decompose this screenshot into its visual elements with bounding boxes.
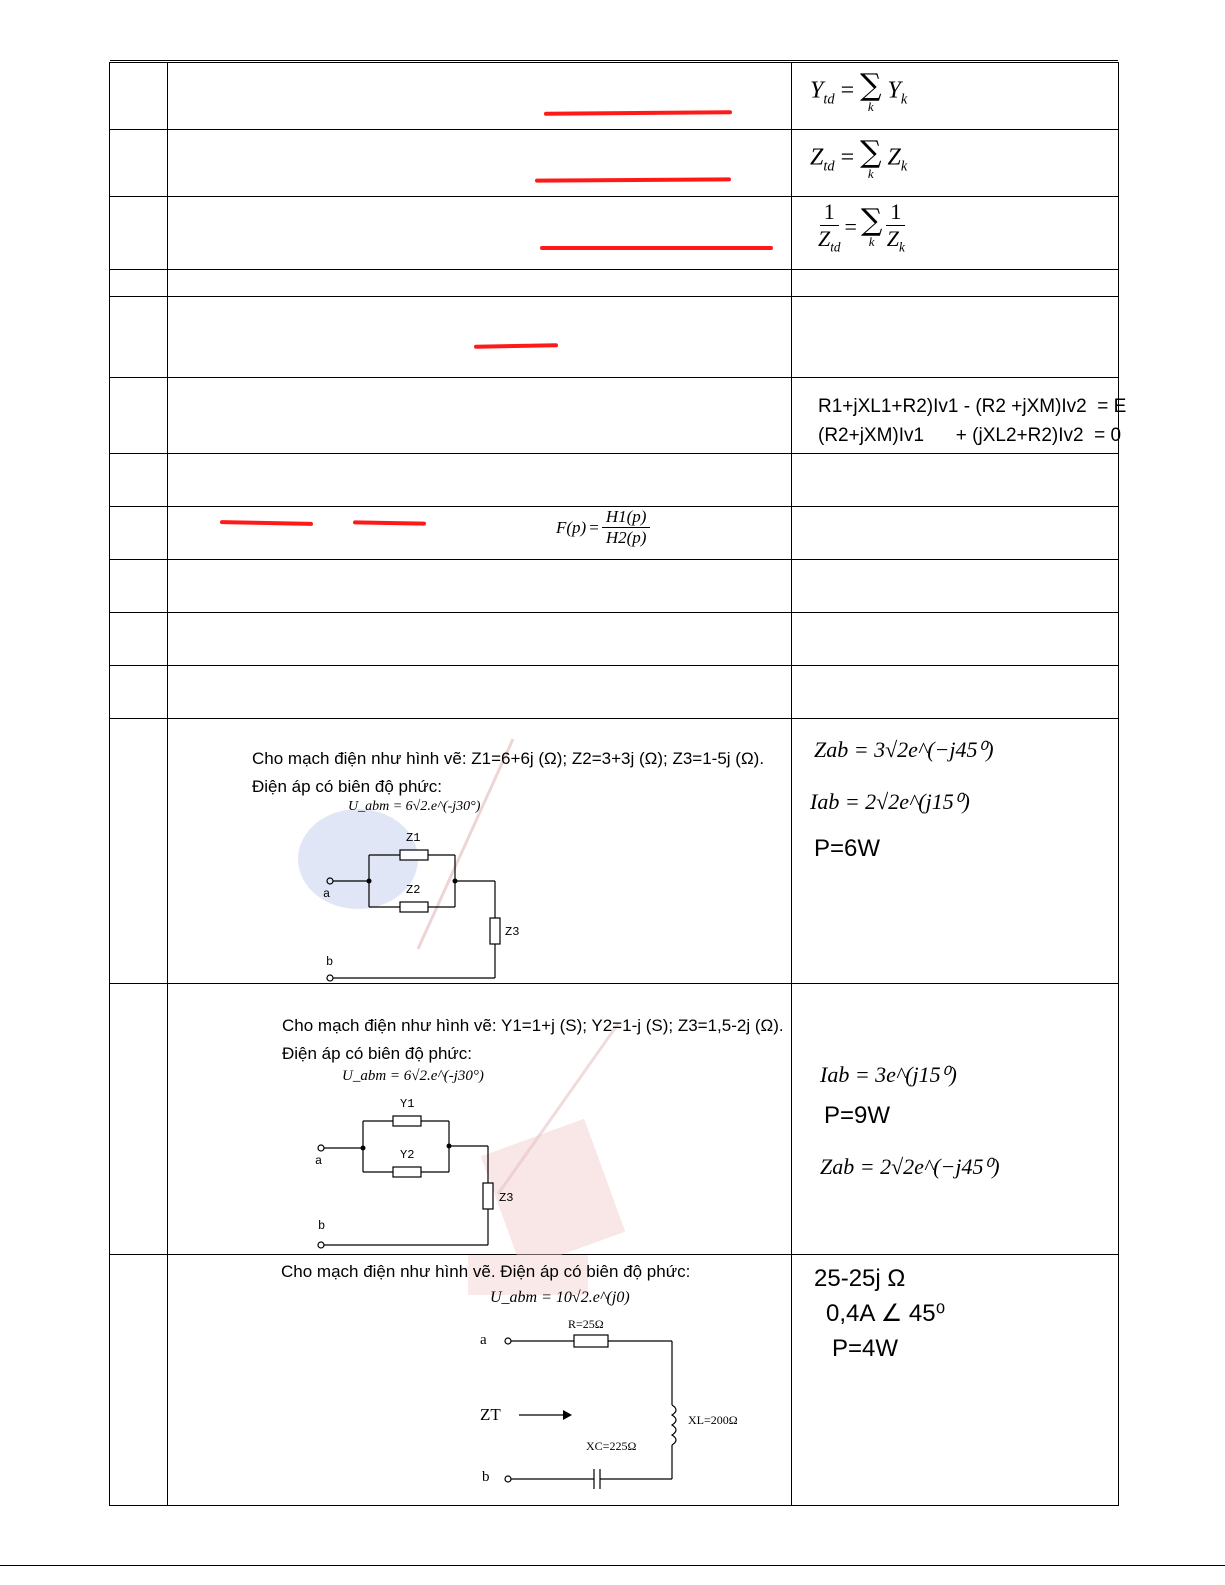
problem-1-circuit xyxy=(168,719,791,984)
table-row xyxy=(110,613,1119,666)
answer-cell xyxy=(792,130,1119,197)
question-cell xyxy=(168,454,792,507)
terminal-b-label: b xyxy=(326,955,334,969)
question-cell xyxy=(168,130,792,197)
answer-cell xyxy=(792,613,1119,666)
problem-2-zab-answer: Zab = 2√2e^(−j45⁰) xyxy=(820,1154,1000,1179)
z2-label: Z2 xyxy=(406,883,421,897)
answer-cell xyxy=(792,270,1119,297)
answer-cell xyxy=(792,666,1119,719)
terminal-b-label: b xyxy=(482,1469,490,1485)
table-row xyxy=(110,270,1119,297)
table-row xyxy=(110,666,1119,719)
problem-2-voltage-label: Điện áp có biên độ phức: xyxy=(282,1044,473,1063)
z3-label: Z3 xyxy=(499,1191,514,1205)
mesh-equation-line-1: R1+jXL1+R2)Iv1 - (R2 +jXM)Iv2 = E xyxy=(818,396,1127,417)
index-cell xyxy=(110,1255,168,1506)
table-row xyxy=(110,1255,1119,1506)
admittance-sum-formula: $Y_{td}$ = ∑ k $Y_k$ xyxy=(810,68,908,114)
table-row xyxy=(110,130,1119,197)
table-row xyxy=(110,560,1119,613)
question-cell xyxy=(168,507,792,560)
problem-3-circuit xyxy=(168,1255,791,1506)
problem-1-statement: Cho mạch điện như hình vẽ: Z1=6+6j (Ω); Z2=3+3j (Ω); Z3=1-5j (Ω). xyxy=(252,749,765,768)
index-cell xyxy=(110,454,168,507)
index-cell xyxy=(110,666,168,719)
problem-1-zab-answer: Zab = 3√2e^(−j45⁰) xyxy=(814,737,994,762)
question-cell xyxy=(168,613,792,666)
problem-2-iab-answer: Iab = 3e^(j15⁰) xyxy=(820,1062,957,1087)
bottom-rule xyxy=(0,1565,1225,1566)
question-cell xyxy=(168,560,792,613)
answer-cell xyxy=(792,297,1119,378)
answer-cell xyxy=(792,197,1119,270)
problem-3-statement: Cho mạch điện như hình vẽ. Điện áp có biên độ phức: xyxy=(281,1262,691,1281)
top-rule xyxy=(110,60,1118,61)
capacitor-label: XC=225Ω xyxy=(586,1439,637,1453)
impedance-sum-formula: $Z_{td}$ = ∑ k $Z_k$ xyxy=(810,135,908,181)
table-row xyxy=(110,507,1119,560)
question-cell xyxy=(168,197,792,270)
index-cell xyxy=(110,560,168,613)
y2-label: Y2 xyxy=(400,1148,415,1162)
table-row xyxy=(110,297,1119,378)
terminal-a-label: a xyxy=(323,887,331,901)
table-row xyxy=(110,63,1119,130)
index-cell xyxy=(110,719,168,984)
red-highlight-mark xyxy=(544,110,732,116)
problem-1-voltage-formula: U_abm = 6√2.e^(-j30°) xyxy=(348,799,481,814)
index-cell xyxy=(110,507,168,560)
question-cell xyxy=(168,666,792,719)
answer-cell xyxy=(792,378,1127,454)
answer-table xyxy=(109,62,1127,1506)
terminal-a-label: a xyxy=(480,1332,487,1348)
problem-2-cell xyxy=(168,984,792,1255)
answer-cell xyxy=(792,63,1119,130)
terminal-b-label: b xyxy=(318,1219,326,1233)
answer-cell xyxy=(792,507,1119,560)
question-cell xyxy=(168,270,792,297)
index-cell xyxy=(110,613,168,666)
problem-1-power-answer: P=6W xyxy=(814,835,881,862)
index-cell xyxy=(110,130,168,197)
question-cell xyxy=(168,63,792,130)
problem-2-voltage-formula: U_abm = 6√2.e^(-j30°) xyxy=(342,1068,484,1084)
transfer-function-formula: F(p) = $\frac{H1(p)}{H2(p)}$ xyxy=(556,507,650,548)
index-cell xyxy=(110,984,168,1255)
zt-label: ZT xyxy=(480,1405,501,1424)
problem-3-current-answer: 0,4A ∠ 45⁰ xyxy=(826,1300,946,1327)
inductor-label: XL=200Ω xyxy=(688,1413,738,1427)
answer-cell xyxy=(792,1255,1119,1506)
red-highlight-mark xyxy=(220,520,313,526)
problem-3-cell xyxy=(168,1255,792,1506)
problem-3-voltage-formula: U_abm = 10√2.e^(j0) xyxy=(490,1289,630,1306)
problem-2-power-answer: P=9W xyxy=(824,1102,891,1129)
table-row xyxy=(110,197,1119,270)
red-highlight-mark xyxy=(540,246,773,250)
index-cell xyxy=(110,378,168,454)
y1-label: Y1 xyxy=(400,1097,415,1111)
table-row xyxy=(110,719,1119,984)
mesh-equation-line-2: (R2+jXM)Iv1 + (jXL2+R2)Iv2 = 0 xyxy=(818,425,1122,446)
z3-label: Z3 xyxy=(505,925,520,939)
answer-cell xyxy=(792,984,1119,1255)
problem-3-impedance-answer: 25-25j Ω xyxy=(814,1265,906,1292)
red-highlight-mark xyxy=(353,520,426,525)
red-highlight-mark xyxy=(474,343,558,348)
index-cell xyxy=(110,297,168,378)
table-row xyxy=(110,454,1119,507)
problem-1-voltage-label: Điện áp có biên độ phức: xyxy=(252,777,443,796)
index-cell xyxy=(110,270,168,297)
red-highlight-mark xyxy=(535,177,731,182)
terminal-a-label: a xyxy=(315,1154,323,1168)
table-row xyxy=(110,378,1119,454)
answer-cell xyxy=(792,560,1119,613)
problem-2-circuit xyxy=(168,984,791,1255)
problem-1-iab-answer: Iab = 2√2e^(j15⁰) xyxy=(810,789,970,814)
question-cell xyxy=(168,297,792,378)
problem-3-power-answer: P=4W xyxy=(832,1335,899,1362)
reciprocal-impedance-formula: $\frac{1}{Z_{td}}$ = ∑ k $\frac{1}{Z_k}$ xyxy=(818,199,905,255)
index-cell xyxy=(110,197,168,270)
answer-cell xyxy=(792,719,1119,984)
answer-cell xyxy=(792,454,1119,507)
problem-1-cell xyxy=(168,719,792,984)
problem-2-statement: Cho mạch điện như hình vẽ: Y1=1+j (S); Y2=1-j (S); Z3=1,5-2j (Ω). xyxy=(282,1016,784,1035)
question-cell xyxy=(168,378,792,454)
z1-label: Z1 xyxy=(406,831,421,845)
table-row xyxy=(110,984,1119,1255)
index-cell xyxy=(110,63,168,130)
resistor-label: R=25Ω xyxy=(568,1317,604,1331)
